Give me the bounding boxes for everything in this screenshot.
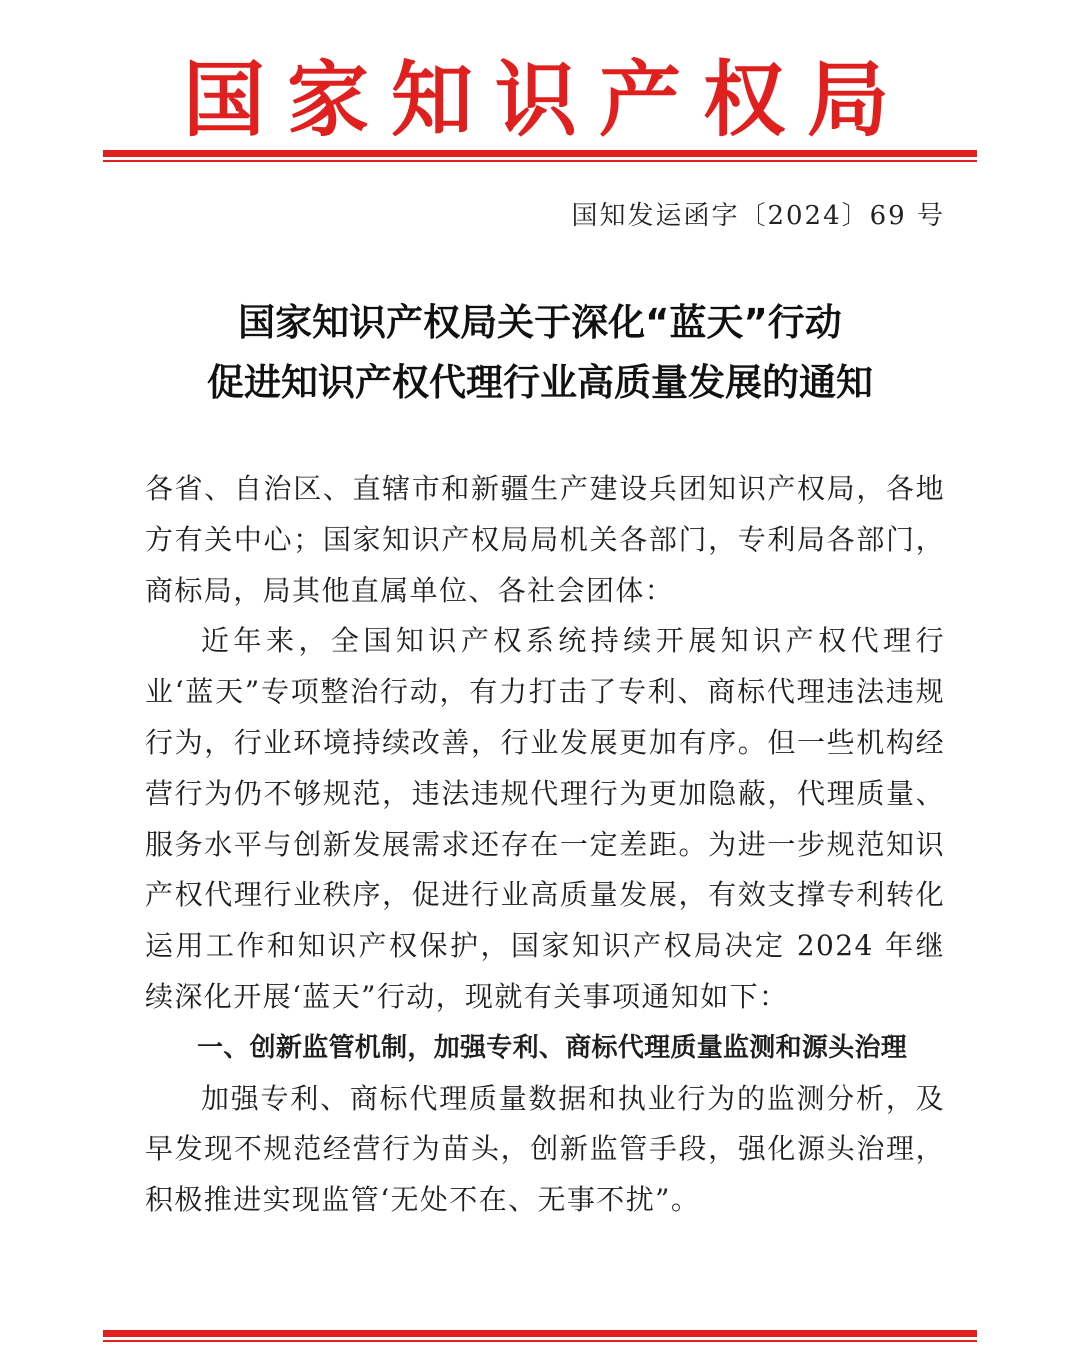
- addressees-paragraph: 各省、自治区、直辖市和新疆生产建设兵团知识产权局，各地方有关中心；国家知识产权局局机关各部门，专利局各部门，商标局，局其他直属单位、各社会团体：: [145, 472, 945, 607]
- document-title-line-2: 促进知识产权代理行业高质量发展的通知: [207, 361, 873, 404]
- agency-masthead: 国家知识产权局: [182, 52, 911, 148]
- document-number: 国知发运函字〔2024〕69 号: [571, 201, 945, 231]
- document-title-line-1: 国家知识产权局关于深化“蓝天”行动: [238, 301, 842, 344]
- footer-divider: [103, 1330, 977, 1342]
- document-body: [145, 464, 945, 1226]
- section-1-paragraph: 加强专利、商标代理质量数据和执业行为的监测分析，及早发现不规范经营行为苗头，创新监管手段，强化源头治理，积极推进实现监管‘无处不在、无事不扰”。: [145, 1081, 945, 1217]
- masthead-divider: [103, 150, 977, 162]
- intro-paragraph: 近年来，全国知识产权系统持续开展知识产权代理行业‘蓝天”专项整治行动，有力打击了专利、商标代理违法违规行为，行业环境持续改善，行业发展更加有序。但一些机构经营行为仍不够规范，违法违规代理行为更加隐蔽，代理质量、服务水平与创新发展需求还存在一定差距。为进一步规范知识产权代理行业秩序，促进行业高质量发展，有效支撑专利转化运用工作和知识产权保护，国家知识产权局决定 2024 年继续深化开展‘蓝天”行动，现就有关事项通知如下：: [145, 624, 945, 1013]
- section-1-heading: 一、创新监管机制，加强专利、商标代理质量监测和源头治理: [197, 1032, 908, 1063]
